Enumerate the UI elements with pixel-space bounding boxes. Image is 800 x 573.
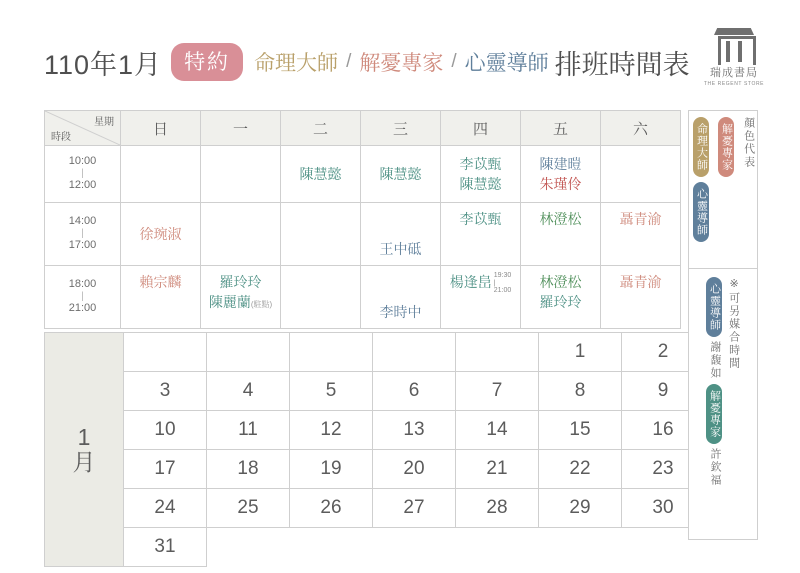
staff-name: 陳慧懿	[299, 165, 342, 182]
column-header-thu	[441, 111, 521, 146]
calendar-day[interactable]: 27	[373, 489, 456, 528]
separator-1: /	[346, 51, 352, 72]
calendar-day-empty	[290, 333, 373, 372]
staff-name: 林澄松	[539, 211, 582, 227]
time-dash: |	[81, 228, 84, 239]
shift-cell[interactable]	[121, 146, 201, 203]
role-label-expert: 解憂專家	[359, 52, 444, 75]
time-slot-cell	[45, 203, 121, 266]
separator-2: /	[451, 51, 457, 72]
staff-name: 林澄松	[539, 274, 582, 290]
dow-label: 三	[392, 120, 408, 138]
calendar-day[interactable]: 5	[290, 372, 373, 411]
dow-label: 四	[472, 120, 488, 138]
column-header-mon	[201, 111, 281, 146]
time-start: 18:00	[68, 278, 97, 291]
note-text: ※可另媒合時間	[727, 277, 740, 370]
calendar-day[interactable]: 9	[622, 372, 705, 411]
legend-tags	[691, 117, 711, 242]
shift-cell[interactable]	[201, 266, 281, 329]
column-header-wed	[361, 111, 441, 146]
shift-cell[interactable]	[281, 146, 361, 203]
table-row	[45, 203, 681, 266]
calendar-row	[45, 528, 705, 567]
shift-cell[interactable]	[601, 266, 681, 329]
calendar-day-empty	[373, 528, 456, 567]
staff-name-note: (駐點)	[250, 300, 273, 310]
calendar-day[interactable]: 7	[456, 372, 539, 411]
month-number: 1	[77, 424, 91, 451]
calendar-day-empty	[207, 333, 290, 372]
time-end: 21:00	[68, 302, 97, 314]
calendar-row	[45, 372, 705, 411]
staff-name: 朱瑾伶	[539, 176, 582, 192]
shift-cell[interactable]	[121, 203, 201, 266]
staff-name: 聶青渝	[619, 274, 662, 290]
shift-cell[interactable]	[521, 146, 601, 203]
column-header-tue	[281, 111, 361, 146]
note-name-mentor: 謝馥如	[709, 341, 721, 380]
dow-label: 二	[312, 120, 328, 138]
shift-cell[interactable]	[521, 203, 601, 266]
time-slot-cell	[45, 146, 121, 203]
staff-name: 賴宗麟	[139, 274, 182, 290]
calendar-day[interactable]: 18	[207, 450, 290, 489]
calendar-day[interactable]: 10	[124, 411, 207, 450]
shift-cell[interactable]	[441, 266, 521, 329]
page-title-suffix: 排班時間表	[554, 49, 690, 80]
logo-text-cn: 瑞成書局	[710, 67, 758, 79]
building-icon	[714, 28, 754, 62]
table-row	[45, 266, 681, 329]
calendar-day[interactable]: 15	[539, 411, 622, 450]
staff-name: 陳慧懿	[459, 176, 502, 192]
note-tag-mentor: 心靈導師	[706, 277, 722, 337]
calendar-day[interactable]: 1	[539, 333, 622, 372]
staff-name: 羅玲玲	[539, 294, 582, 311]
time-dash: |	[81, 291, 84, 302]
staff-name: 李苡甄	[459, 211, 502, 227]
legend-tag-master: 命理大師	[693, 117, 709, 177]
legend-tag-mentor: 心靈導師	[693, 182, 709, 242]
staff-name: 羅玲玲	[219, 274, 262, 290]
staff-name: 陳建暟	[539, 155, 582, 172]
staff-name: 陳慧懿	[379, 165, 422, 182]
calendar-day-empty	[456, 333, 539, 372]
calendar-day[interactable]: 26	[290, 489, 373, 528]
time-slot-cell	[45, 266, 121, 329]
staff-name	[441, 272, 520, 294]
calendar-day[interactable]: 3	[124, 372, 207, 411]
time-start: 10:00	[68, 155, 97, 168]
shift-cell[interactable]	[441, 203, 521, 266]
shift-cell[interactable]	[201, 203, 281, 266]
column-header-sat	[601, 111, 681, 146]
note-name-expert: 許欽福	[709, 448, 721, 487]
shift-cell[interactable]	[281, 266, 361, 329]
calendar-month-label	[45, 333, 124, 567]
shift-cell[interactable]	[201, 146, 281, 203]
calendar-day[interactable]: 22	[539, 450, 622, 489]
staff-name: 李時中	[379, 303, 422, 320]
staff-name: 聶青渝	[619, 211, 662, 227]
shift-cell[interactable]	[521, 266, 601, 329]
calendar-day[interactable]: 2	[622, 333, 705, 372]
time-end: 17:00	[68, 239, 97, 251]
calendar-day[interactable]: 20	[373, 450, 456, 489]
calendar-day[interactable]: 16	[622, 411, 705, 450]
shift-cell[interactable]	[361, 146, 441, 203]
calendar-day[interactable]: 19	[290, 450, 373, 489]
staff-name	[201, 292, 280, 312]
page-header	[44, 34, 756, 90]
calendar-day[interactable]: 8	[539, 372, 622, 411]
note-tag-expert: 解憂專家	[706, 384, 722, 444]
calendar-day-empty	[207, 528, 290, 567]
calendar-day[interactable]: 6	[373, 372, 456, 411]
header-week-label: 星期	[94, 117, 114, 128]
legend-tags-2	[716, 117, 736, 242]
column-header-sun	[121, 111, 201, 146]
page-title: 110年1月	[44, 49, 163, 80]
note-people	[706, 277, 722, 487]
dow-label: 五	[552, 120, 568, 138]
calendar-day[interactable]: 17	[124, 450, 207, 489]
role-label-master: 命理大師	[254, 52, 339, 75]
calendar-day[interactable]: 4	[207, 372, 290, 411]
staff-name: 李苡甄	[459, 155, 502, 172]
month-calendar	[44, 332, 705, 567]
legend-title: 顏色代表	[742, 117, 755, 169]
table-row	[45, 146, 681, 203]
calendar-day[interactable]: 11	[207, 411, 290, 450]
staff-name-text: 楊逢峊	[449, 274, 492, 290]
calendar-day[interactable]: 28	[456, 489, 539, 528]
calendar-day-empty	[124, 333, 207, 372]
calendar-row	[45, 333, 705, 372]
shift-cell[interactable]	[601, 203, 681, 266]
schedule-table	[44, 110, 681, 329]
calendar-row	[45, 489, 705, 528]
time-dash: |	[81, 168, 84, 179]
calendar-day[interactable]: 24	[124, 489, 207, 528]
time-end: 12:00	[68, 179, 97, 191]
legend-tag-expert: 解憂專家	[718, 117, 734, 177]
shift-cell[interactable]	[601, 146, 681, 203]
staff-name: 徐琬淑	[139, 225, 182, 242]
calendar-day-empty	[373, 333, 456, 372]
shift-time-note: 19:30 | 21:00	[493, 272, 512, 294]
calendar-day[interactable]: 30	[622, 489, 705, 528]
month-unit: 月	[72, 448, 96, 475]
shift-cell[interactable]	[121, 266, 201, 329]
logo-text-en: THE REGENT STORE	[703, 81, 765, 87]
extra-note-panel	[688, 268, 758, 540]
dow-label: 日	[152, 120, 168, 138]
shift-cell[interactable]	[441, 146, 521, 203]
shift-cell[interactable]	[361, 266, 441, 329]
calendar-day[interactable]: 14	[456, 411, 539, 450]
status-badge: 特約	[171, 43, 243, 81]
calendar-day[interactable]: 25	[207, 489, 290, 528]
role-label-mentor: 心靈導師	[464, 52, 549, 75]
staff-name: 王中砥	[379, 240, 422, 257]
store-logo	[698, 28, 770, 87]
calendar-day[interactable]: 13	[373, 411, 456, 450]
color-legend	[688, 110, 758, 270]
dow-label: 一	[232, 120, 248, 138]
calendar-day[interactable]: 21	[456, 450, 539, 489]
header-slot-label: 時段	[51, 132, 71, 143]
calendar-day[interactable]: 12	[290, 411, 373, 450]
dow-label: 六	[632, 120, 648, 138]
shift-cell[interactable]	[361, 203, 441, 266]
calendar-row	[45, 411, 705, 450]
calendar-day-empty	[456, 528, 539, 567]
calendar-day-empty	[539, 528, 622, 567]
column-header-fri	[521, 111, 601, 146]
calendar-day[interactable]: 31	[124, 528, 207, 567]
time-start: 14:00	[68, 215, 97, 228]
table-corner-header	[45, 111, 121, 146]
calendar-day[interactable]: 29	[539, 489, 622, 528]
calendar-day[interactable]: 23	[622, 450, 705, 489]
calendar-day-empty	[290, 528, 373, 567]
staff-name-text: 陳麗蘭	[208, 294, 251, 311]
shift-cell[interactable]	[281, 203, 361, 266]
calendar-row	[45, 450, 705, 489]
